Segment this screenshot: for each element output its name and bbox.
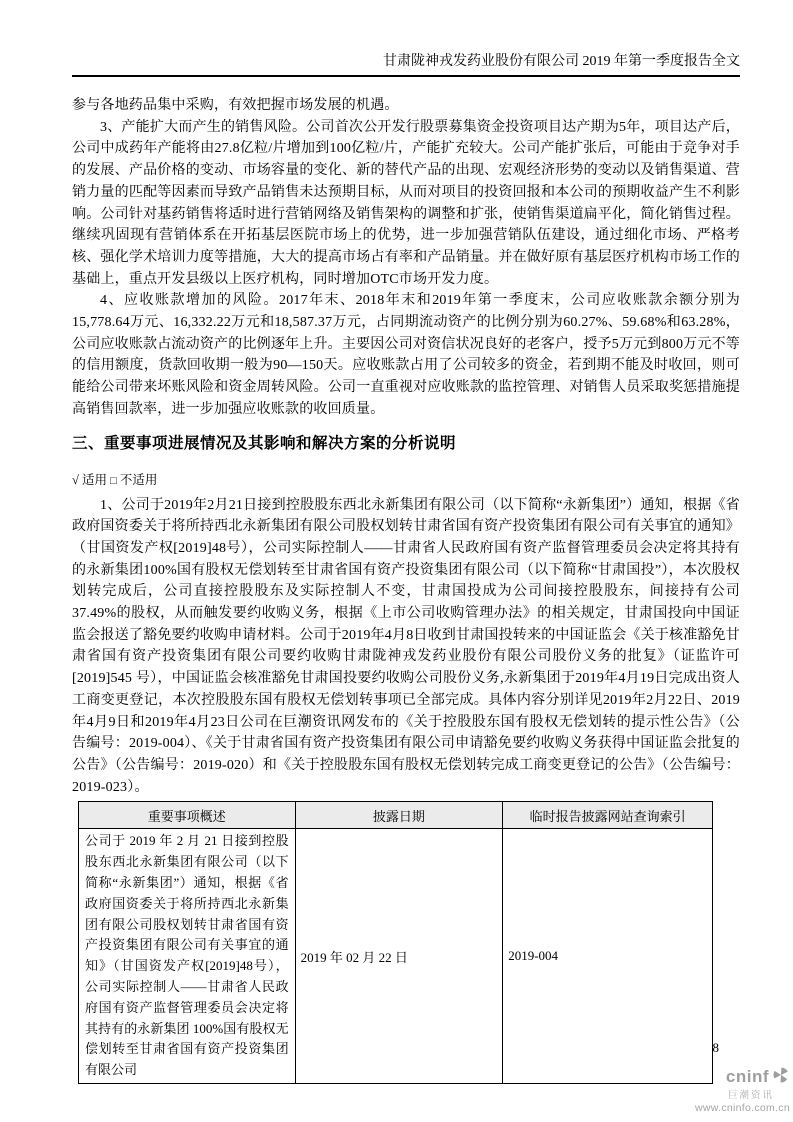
cell-event-summary: 公司于 2019 年 2 月 21 日接到控股股东西北永新集团有限公司（以下简称“永新集团”）通知，根据《省政府国资委关于将所持西北永新集团有限公司股权划转甘肃省国有资产投资集团有限公司有关事宜的通知》（甘国资发产权[2019]48号），公司实际控制人——甘肃省人民政府国有资产监督管理委员会决定将其持有的永新集团 100%国有股权无偿划转至甘肃省国有资产投资集团有限公司 xyxy=(79,829,296,1084)
check-mark-icon: √ xyxy=(72,472,79,487)
table-row xyxy=(79,829,713,1084)
cninfo-logo-text: cninf xyxy=(725,1067,769,1086)
cninfo-watermark xyxy=(695,1066,790,1114)
watermark-brand-text: 巨潮资讯 xyxy=(727,1090,774,1101)
column-header-disclosure-date: 披露日期 xyxy=(295,802,503,829)
column-header-report-index: 临时报告披露网站查询索引 xyxy=(503,802,713,829)
checkbox-empty-icon: □ xyxy=(110,474,117,487)
page-number: 8 xyxy=(712,1040,719,1055)
cell-report-index: 2019-004 xyxy=(503,829,713,1084)
paragraph-risk-3-capacity: 3、产能扩大而产生的销售风险。公司首次公开发行股票募集资金投资项目达产期为5年，项目达产后，公司中成药年产能将由27.8亿粒/片增加到100亿粒/片，产能扩充较大。公司产能扩张后，可能由于竞争对手的发展、产品价格的变动、市场容量的变化、新的替代产品的出现、宏观经济形势的变动以及销售渠道、营销力量的匹配等因素而导致产品销售未达预期目标，从而对项目的投资回报和本公司的预期收益产生不利影响。公司针对基药销售将适时进行营销网络及销售架构的调整和扩张，使销售渠道扁平化，简化销售过程。继续巩固现有营销体系在开拓基层医院市场上的优势，进一步加强营销队伍建设，通过细化市场、严格考核、强化学术培训力度等措施，大大的提高市场占有率和产品销量。并在做好原有基层医疗机构市场工作的基础上，重点开发县级以上医疗机构，同时增加OTC市场开发力度。 xyxy=(72,119,740,287)
applicable-label: 适用 xyxy=(82,472,108,487)
important-events-table xyxy=(78,801,713,1084)
column-header-event-summary: 重要事项概述 xyxy=(79,802,296,829)
table-header-row xyxy=(79,802,713,829)
section-heading-important-matters: 三、重要事项进展情况及其影响和解决方案的分析说明 xyxy=(72,434,457,452)
not-applicable-label: 不适用 xyxy=(119,472,158,487)
watermark-logo-row xyxy=(695,1066,790,1088)
paragraph-equity-transfer: 1、公司于2019年2月21日接到控股股东西北永新集团有限公司（以下简称“永新集团”）通知，根据《省政府国资委关于将所持西北永新集团有限公司股权划转甘肃省国有资产投资集团有限公司有关事宜的通知》（甘国资发产权[2019]48号），公司实际控制人——甘肃省人民政府国有资产监督管理委员会决定将其持有的永新集团100%国有股权无偿划转至甘肃省国有资产投资集团有限公司（以下简称“甘肃国投”），本次股权划转完成后，公司直接控股股东及实际控制人不变，甘肃国投成为公司间接控股股东，间接持有公司37.49%的股权，从而触发要约收购义务，根据《上市公司收购管理办法》的相关规定，甘肃国投向中国证监会报送了豁免要约收购申请材料。公司于2019年4月8日收到甘肃国投转来的中国证监会《关于核准豁免甘肃省国有资产投资集团有限公司要约收购甘肃陇神戎发药业股份有限公司股份义务的批复》（证监许可[2019]545 号），中国证监会核准豁免甘肃国投要约收购公司股份义务,永新集团于2019年4月19日完成出资人工商变更登记，本次控股股东国有股权无偿划转事项已全部完成。具体内容分别详见2019年2月22日、2019年4月9日和2019年4月23日公司在巨潮资讯网发布的《关于控股股东国有股权无偿划转的提示性公告》（公告编号：2019-004）、《关于甘肃省国有资产投资集团有限公司申请豁免要约收购义务获得中国证监会批复的公告》（公告编号：2019-020）和《关于控股股东国有股权无偿划转完成工商变更登记的公告》（公告编号：2019-023）。 xyxy=(72,497,740,795)
watermark-url-text: www.cninfo.com.cn xyxy=(695,1102,790,1114)
paragraph-risk-4-receivables: 4、应收账款增加的风险。2017年末、2018年末和2019年第一季度末，公司应收账款余额分别为15,778.64万元、16,332.22万元和18,587.37万元，占同期流动资产的比例分别为60.27%、59.68%和63.28%，公司应收账款占流动资产的比例逐年上升。主要因公司对资信状况良好的老客户，授予5万元到800万元不等的信用额度，货款回收期一般为90—150天。应收账款占用了公司较多的资金，若到期不能及时收回，则可能给公司带来坏账风险和资金周转风险。公司一直重视对应收账款的监控管理、对销售人员采取奖惩措施提高销售回款率，进一步加强应收账款的收回质量。 xyxy=(72,293,740,417)
document-header-title: 甘肃陇神戎发药业股份有限公司 2019 年第一季度报告全文 xyxy=(72,50,740,77)
page-content xyxy=(72,50,740,1084)
paragraph-market-opportunity: 参与各地药品集中采购，有效把握市场发展的机遇。 xyxy=(72,98,399,113)
pinwheel-logo-icon xyxy=(772,1066,790,1088)
applicability-line xyxy=(72,471,740,490)
cell-disclosure-date: 2019 年 02 月 22 日 xyxy=(295,829,503,1084)
